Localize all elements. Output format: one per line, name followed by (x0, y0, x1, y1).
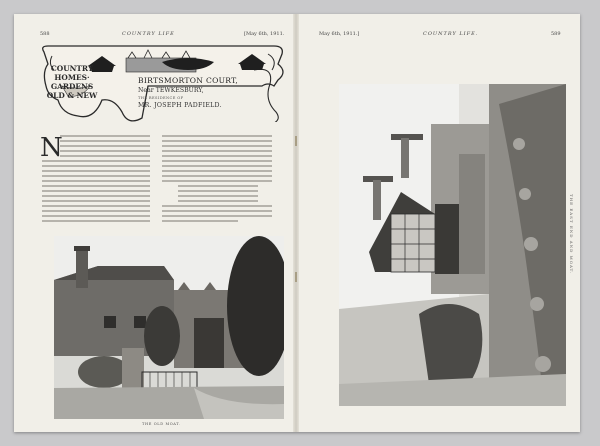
east-end-and-moat-photo (339, 84, 566, 406)
body-text-block (38, 132, 276, 224)
east-end-caption: THE EAST END AND MOAT. (569, 194, 574, 274)
left-running-title: COUNTRY LIFE (122, 31, 175, 37)
country-homes-gardens-title: COUNTRY HOMES· GARDENS OLD & NEW (46, 64, 98, 100)
right-running-title: COUNTRY LIFE. (423, 31, 479, 37)
left-page-number: 588 (40, 31, 50, 37)
magazine-spread (14, 14, 580, 432)
left-date: [May 6th, 1911. (244, 31, 285, 37)
right-page-number: 589 (551, 31, 561, 37)
owner-name: MR. JOSEPH PADFIELD. (138, 102, 222, 109)
article-location: Near TEWKESBURY, (138, 87, 204, 94)
left-page (14, 14, 295, 432)
article-title: BIRTSMORTON COURT, (138, 76, 239, 85)
right-date: May 6th, 1911.] (319, 31, 360, 37)
old-moat-photo (54, 236, 284, 419)
old-moat-caption: THE OLD MOAT. (142, 422, 181, 426)
residence-label: THE RESIDENCE OF (138, 96, 184, 100)
drop-cap: N (40, 133, 63, 163)
